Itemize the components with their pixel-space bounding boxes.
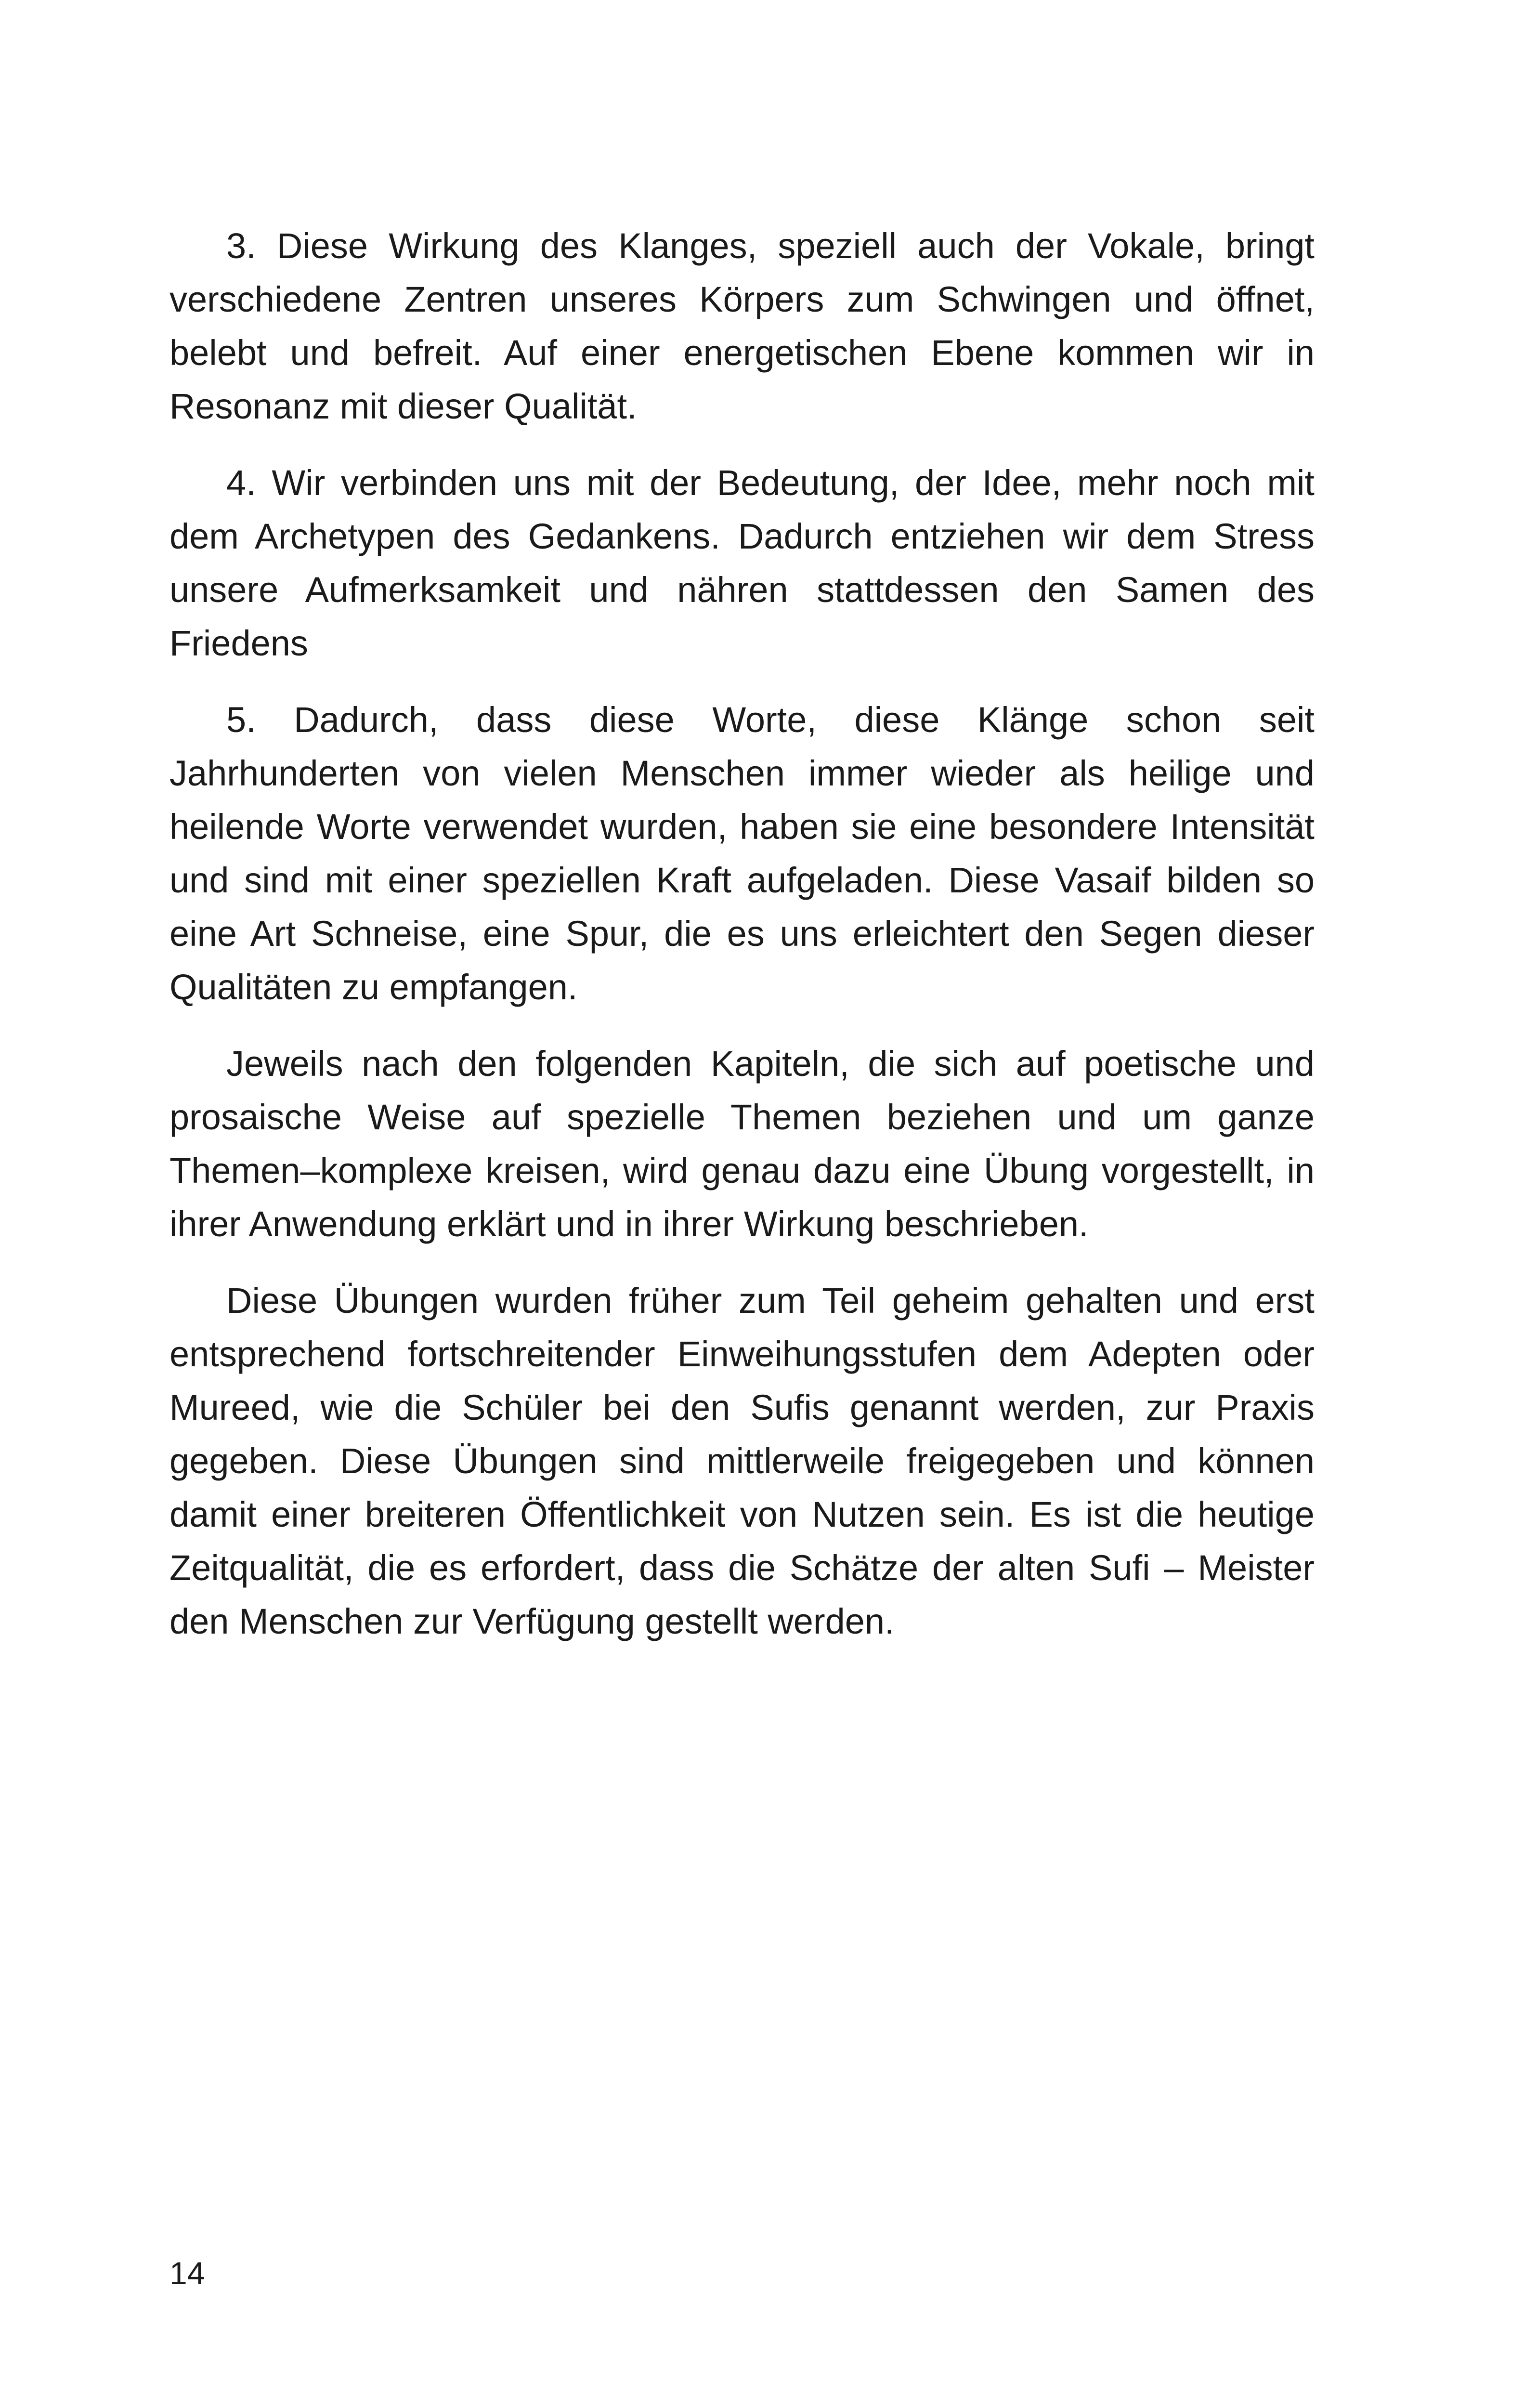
page-number: 14 xyxy=(169,2255,205,2291)
paragraph-chapters-exercises: Jeweils nach den folgenden Kapiteln, die sich auf poetische und prosaische Weise auf spezielle Themen beziehen und um ganze Themen–komplexe kreisen, wird genau dazu eine Übung vorgestellt, in ihrer Anwendung erklärt und in ihrer Wirkung beschrieben. xyxy=(169,1044,1315,1244)
paragraph-item-4: 4. Wir verbinden uns mit der Bedeutung, der Idee, mehr noch mit dem Archetypen des Gedankens. Dadurch entziehen wir dem Stress unsere Aufmerksamkeit und nähren stattdessen den Samen des Friedens xyxy=(169,463,1315,663)
paragraph-item-3: 3. Diese Wirkung des Klanges, speziell auch der Vokale, bringt verschiedene Zentren unseres Körpers zum Schwingen und öffnet, belebt und befreit. Auf einer energetischen Ebene kommen wir in Resonanz mit dieser Qualität. xyxy=(169,226,1315,426)
body-text xyxy=(169,219,1315,1671)
paragraph-item-5: 5. Dadurch, dass diese Worte, diese Klänge schon seit Jahrhunderten von vielen Menschen immer wieder als heilige und heilende Worte verwendet wurden, haben sie eine besondere Intensität und sind mit einer speziellen Kraft aufgeladen. Diese Vasaif bilden so eine Art Schneise, eine Spur, die es uns erleichtert den Segen dieser Qualitäten zu empfangen. xyxy=(169,700,1315,1007)
paragraph-secret-exercises: Diese Übungen wurden früher zum Teil geheim gehalten und erst entsprechend fortschreitender Einweihungsstufen dem Adepten oder Mureed, wie die Schüler bei den Sufis genannt werden, zur Praxis gegeben. Diese Übungen sind mittlerweile freigegeben und können damit einer breiteren Öffentlichkeit von Nutzen sein. Es ist die heutige Zeitqualität, die es erfordert, dass die Schätze der alten Sufi – Meister den Menschen zur Verfügung gestellt werden. xyxy=(169,1281,1315,1641)
